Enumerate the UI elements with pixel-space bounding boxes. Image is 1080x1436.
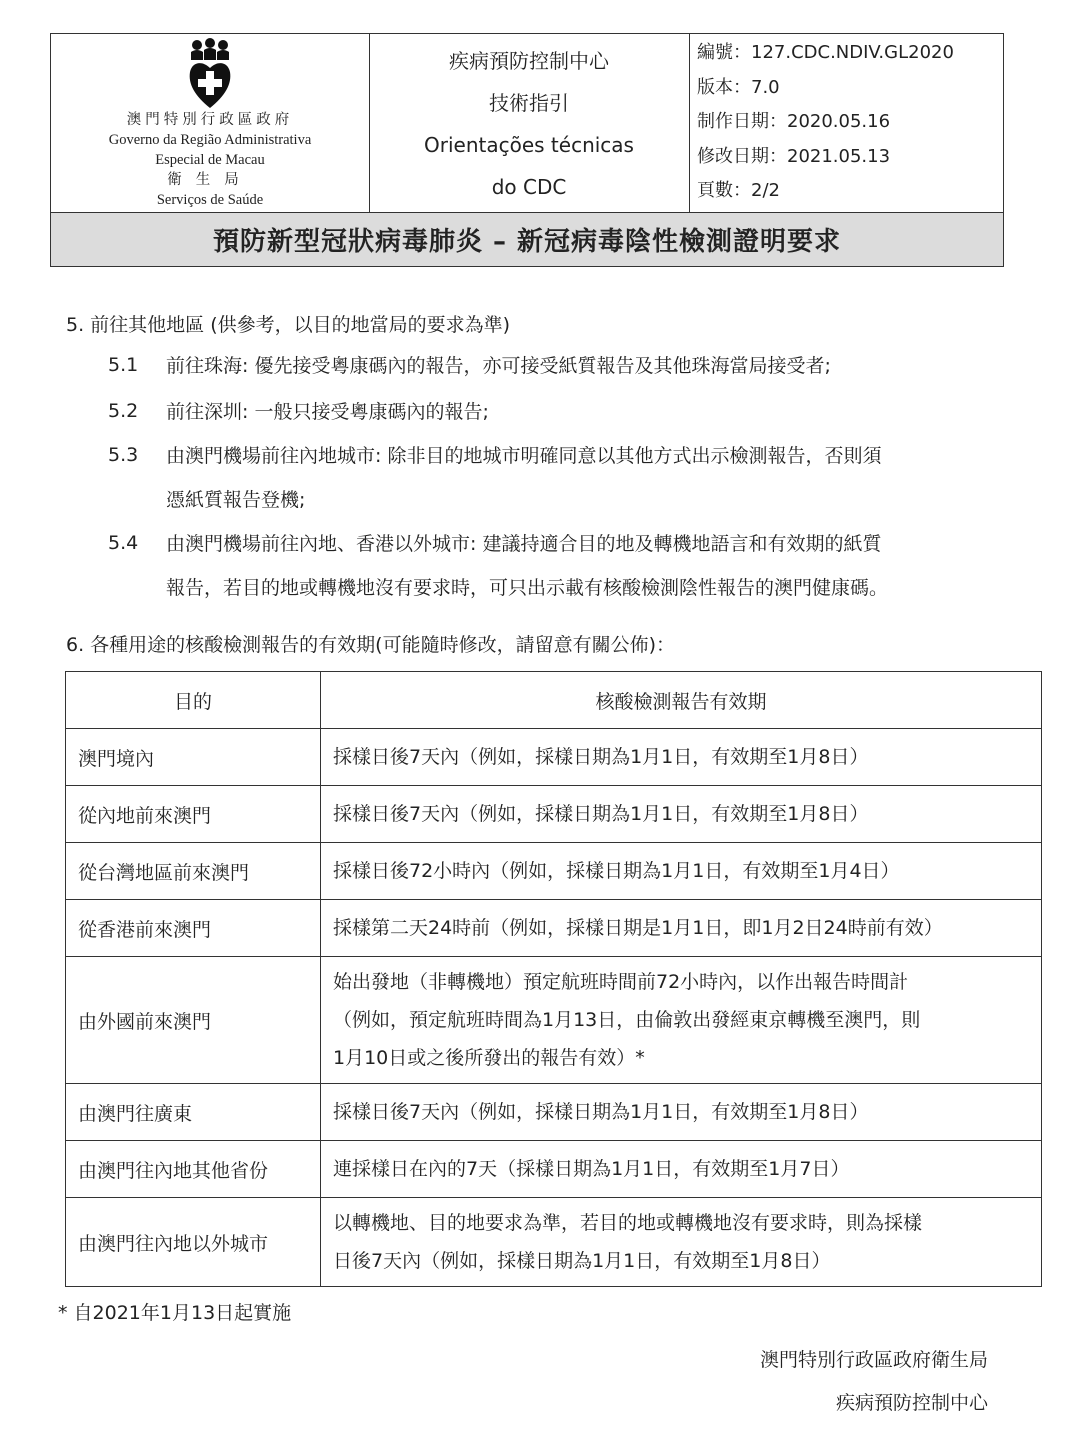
dept-name-zh: 衛生局 xyxy=(167,172,253,188)
item-text xyxy=(166,434,881,522)
item-text xyxy=(166,390,489,434)
purpose-cell: 由澳門往內地以外城市 xyxy=(66,1198,321,1287)
doc-meta-cell xyxy=(689,34,1003,212)
validity-line: 日後7天內（例如，採樣日期為1月1日，有效期至1月8日） xyxy=(333,1250,831,1272)
item-number: 5.2 xyxy=(108,400,139,422)
item-line: 報告，若目的地或轉機地沒有要求時，可只出示載有核酸檢測陰性報告的澳門健康碼。 xyxy=(166,577,889,599)
item-text xyxy=(166,344,831,388)
org-name-zh: 澳門特別行政區政府 xyxy=(126,112,294,128)
created-date: 制作日期：2020.05.16 xyxy=(697,111,891,132)
validity-cell: 連採樣日在內的7天（採樣日期為1月1日，有效期至1月7日） xyxy=(321,1141,1042,1198)
section-6-heading: 6. 各種用途的核酸檢測報告的有效期(可能隨時修改，請留意有關公佈)： xyxy=(66,634,675,656)
validity-line: 始出發地（非轉機地）預定航班時間前72小時內，以作出報告時間計 xyxy=(333,971,909,993)
org-name-pt-1: Governo da Região Administrativa xyxy=(108,132,312,148)
validity-cell: 採樣日後72小時內（例如，採樣日期為1月1日，有效期至1月4日） xyxy=(321,843,1042,900)
table-row xyxy=(66,843,1042,900)
section-5-heading: 5. 前往其他地區 (供參考，以目的地當局的要求為準) xyxy=(66,314,511,336)
doc-version: 版本：7.0 xyxy=(697,76,780,98)
validity-line: （例如，預定航班時間為1月13日，由倫敦出發經東京轉機至澳門，則 xyxy=(333,1009,921,1031)
validity-cell xyxy=(321,1198,1042,1287)
health-bureau-logo-icon xyxy=(187,38,233,110)
table-row xyxy=(66,1198,1042,1287)
purpose-cell: 由外國前來澳門 xyxy=(66,957,321,1084)
table-row xyxy=(66,1084,1042,1141)
purpose-cell: 從台灣地區前來澳門 xyxy=(66,843,321,900)
item-text xyxy=(166,522,888,610)
validity-table xyxy=(65,671,1042,1287)
validity-cell: 採樣日後7天內（例如，採樣日期為1月1日，有效期至1月8日） xyxy=(321,729,1042,786)
logo-cell xyxy=(51,34,370,212)
column-header-validity: 核酸檢測報告有效期 xyxy=(321,672,1042,729)
table-header-row xyxy=(66,672,1042,729)
doc-type-cell xyxy=(369,34,690,212)
validity-line: 1月10日或之後所發出的報告有效）* xyxy=(333,1047,645,1069)
item-line: 憑紙質報告登機; xyxy=(166,489,306,511)
guide-type-zh: 技術指引 xyxy=(489,91,569,115)
signature-org: 澳門特別行政區政府衛生局 xyxy=(759,1349,988,1371)
guide-type-pt-2: do CDC xyxy=(491,175,567,199)
purpose-cell: 由澳門往廣東 xyxy=(66,1084,321,1141)
purpose-cell: 從內地前來澳門 xyxy=(66,786,321,843)
dept-name-pt: Serviços de Saúde xyxy=(156,192,264,208)
item-line: 由澳門機場前往內地城市: 除非目的地城市明確同意以其他方式出示檢測報告，否則須 xyxy=(166,445,882,467)
item-line: 前往珠海: 優先接受粵康碼內的報告，亦可接受紙質報告及其他珠海當局接受者; xyxy=(166,355,831,377)
validity-cell: 採樣日後7天內（例如，採樣日期為1月1日，有效期至1月8日） xyxy=(321,1084,1042,1141)
item-number: 5.3 xyxy=(108,444,139,466)
signature-center: 疾病預防控制中心 xyxy=(835,1392,988,1414)
table-row xyxy=(66,729,1042,786)
table-row xyxy=(66,900,1042,957)
validity-cell xyxy=(321,957,1042,1084)
item-number: 5.4 xyxy=(108,532,139,554)
purpose-cell: 從香港前來澳門 xyxy=(66,900,321,957)
item-line: 前往深圳: 一般只接受粵康碼內的報告; xyxy=(166,401,489,423)
validity-cell: 採樣日後7天內（例如，採樣日期為1月1日，有效期至1月8日） xyxy=(321,786,1042,843)
table-row xyxy=(66,957,1042,1084)
doc-number: 編號：127.CDC.NDIV.GL2020 xyxy=(697,42,954,63)
page-count: 頁數：2/2 xyxy=(697,180,780,201)
document-title: 預防新型冠狀病毒肺炎 – 新冠病毒陰性檢測證明要求 xyxy=(51,212,1003,266)
guide-type-pt-1: Orientações técnicas xyxy=(424,133,634,157)
validity-cell: 採樣第二天24時前（例如，採樣日期是1月1日，即1月2日24時前有效） xyxy=(321,900,1042,957)
center-name: 疾病預防控制中心 xyxy=(449,49,609,73)
purpose-cell: 澳門境內 xyxy=(66,729,321,786)
footnote: * 自2021年1月13日起實施 xyxy=(58,1302,292,1324)
item-line: 由澳門機場前往內地、香港以外城市: 建議持適合目的地及轉機地語言和有效期的紙質 xyxy=(166,533,882,555)
item-number: 5.1 xyxy=(108,354,139,376)
validity-line: 以轉機地、目的地要求為準，若目的地或轉機地沒有要求時，則為採樣 xyxy=(333,1212,923,1234)
column-header-purpose: 目的 xyxy=(66,672,321,729)
table-row xyxy=(66,1141,1042,1198)
table-row xyxy=(66,786,1042,843)
revised-date: 修改日期：2021.05.13 xyxy=(697,145,891,167)
document-header xyxy=(50,33,1004,267)
purpose-cell: 由澳門往內地其他省份 xyxy=(66,1141,321,1198)
org-name-pt-2: Especial de Macau xyxy=(155,152,265,168)
